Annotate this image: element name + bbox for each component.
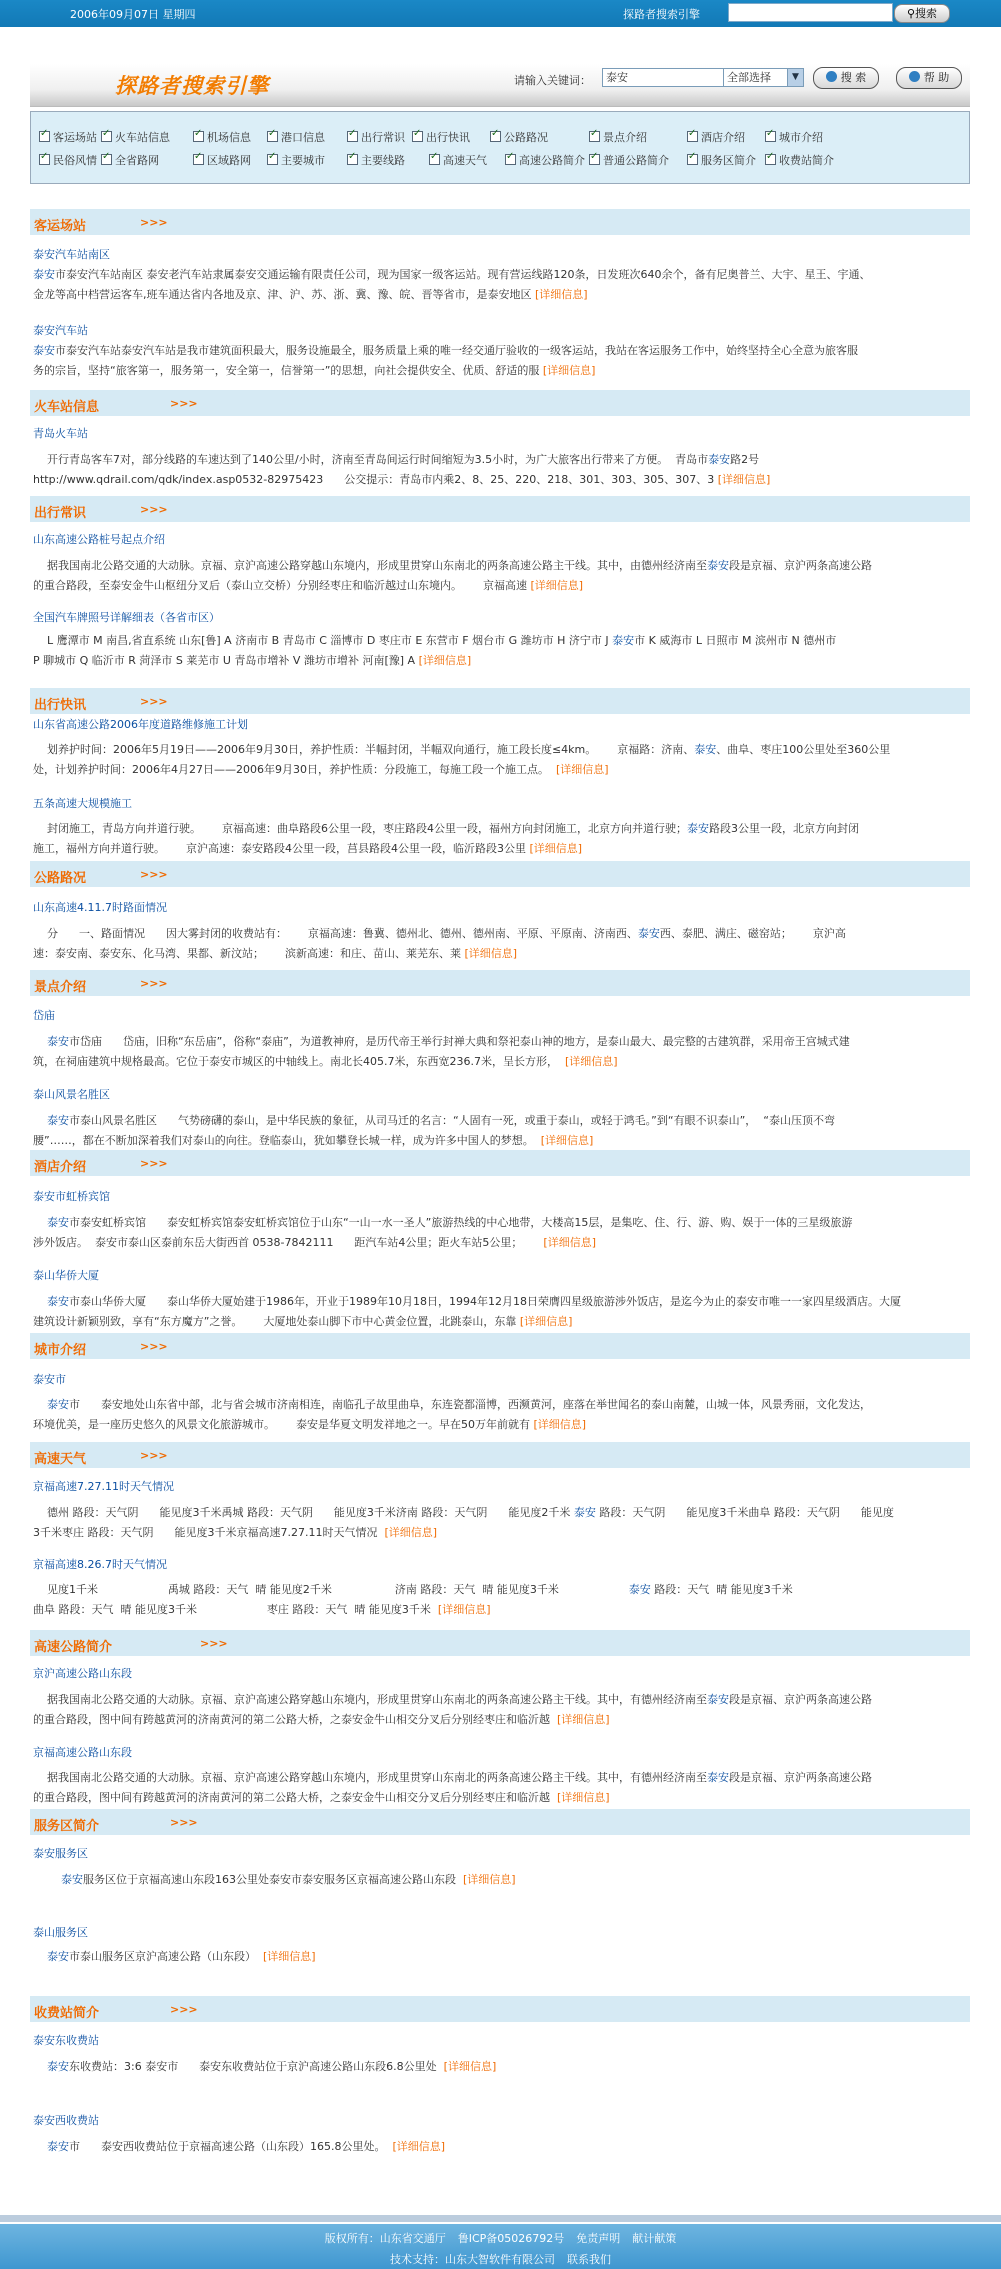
- snippet-text: 分 一、路面情况 因大雾封闭的收费站有： 京福高速：鲁冀、德州北、德州、德州南、平原、平原南、济南西、: [33, 927, 638, 940]
- site-logo: 探路者搜索引擎: [115, 73, 269, 98]
- snippet-text: 处，计划养护时间：2006年4月27日——2006年9月30日，养护性质：分段施工，每施工段一个施工点。: [33, 763, 556, 776]
- snippet-text: 涉外饭店。 泰安市泰山区泰前东岳大街西首 0538-7842111 距汽车站4公里；距火车站5公里；: [33, 1236, 544, 1249]
- detail-link[interactable]: [详细信息]: [384, 1526, 438, 1539]
- category-label: 机场信息: [207, 131, 251, 144]
- section-header: [30, 209, 970, 235]
- section-header: [30, 1333, 970, 1359]
- checkbox-checked-icon[interactable]: [505, 154, 516, 165]
- category-label: 高速公路简介: [519, 154, 585, 167]
- result-snippet-line: [33, 740, 963, 759]
- result-title-link[interactable]: 山东高速4.11.7时路面情况: [33, 901, 167, 914]
- keyword-highlight: 泰安: [33, 1873, 83, 1886]
- brand-name: 探路者搜索引擎: [623, 8, 700, 21]
- result-snippet-line: [33, 2137, 963, 2156]
- snippet-text: 的重合路段，图中间有跨越黄河的济南黄河的第二公路大桥，之泰安金牛山相交分叉后分别经枣庄和临沂越: [33, 1713, 557, 1726]
- section-arrows[interactable]: >>>: [140, 1449, 168, 1462]
- section-title: 服务区简介: [34, 1819, 100, 1834]
- section-title: 出行快讯: [34, 698, 87, 713]
- detail-link[interactable]: [详细信息]: [535, 288, 588, 301]
- result-snippet-line: [33, 1213, 963, 1232]
- checkbox-checked-icon[interactable]: [687, 131, 698, 142]
- snippet-text: 金龙等高中档营运客车,班车通达省内各地及京、津、沪、苏、浙、冀、豫、皖、晋等省市，是泰安地区: [33, 288, 535, 301]
- checkbox-checked-icon[interactable]: [267, 154, 278, 165]
- detail-link[interactable]: [详细信息]: [418, 654, 472, 667]
- snippet-text: 市泰安虹桥宾馆 泰安虹桥宾馆泰安虹桥宾馆位于山东“一山一水一圣人”旅游热线的中心地带，大楼高15层，是集吃、住、行、游、购、娱于一体的三星级旅游: [69, 1216, 853, 1229]
- result-title-link[interactable]: 泰安汽车站南区: [33, 248, 110, 261]
- result-snippet-line: [33, 576, 963, 595]
- snippet-text: 封闭施工，青岛方向并道行驶。 京福高速：曲阜路段6公里一段，枣庄路段4公里一段，福州方向封闭施工，北京方向并道行驶；: [33, 822, 687, 835]
- category-label: 高速天气: [443, 154, 487, 167]
- copyright-text: 版权所有：山东省交通厅: [324, 2232, 446, 2245]
- detail-link[interactable]: [详细信息]: [543, 1236, 596, 1249]
- snippet-text: 腰”……，都在不断加深着我们对泰山的向往。登临泰山，犹如攀登长城一样，成为许多中国人的梦想。: [33, 1134, 541, 1147]
- category-checkbox-10[interactable]: [765, 129, 823, 145]
- snippet-text: 划养护时间：2006年5月19日——2006年9月30日，养护性质：半幅封闭，半幅双向通行，施工段长度≤4km。 京福路：济南、: [33, 743, 695, 756]
- keyword-highlight: 泰安: [706, 559, 729, 572]
- result-title-link[interactable]: 京福高速7.27.11时天气情况: [33, 1480, 174, 1493]
- category-label: 火车站信息: [115, 131, 170, 144]
- section-header: [30, 1150, 970, 1176]
- snippet-text: 务的宗旨，坚持“旅客第一，服务第一，安全第一，信誉第一”的思想，向社会提供安全、优质、舒适的服: [33, 364, 543, 377]
- keyword-highlight: 泰安: [706, 1693, 729, 1706]
- detail-link[interactable]: [详细信息]: [533, 1418, 587, 1431]
- result-snippet-line: [33, 285, 963, 304]
- checkbox-checked-icon[interactable]: [589, 154, 600, 165]
- snippet-text: 环境优美，是一座历史悠久的风景文化旅游城市。 泰安是华夏文明发祥地之一。早在50万年前就有: [33, 1418, 534, 1431]
- snippet-text: 德州 路段：天气阴 能见度3千米禹城 路段：天气阴 能见度3千米济南 路段：天气阴 能见度2千米: [33, 1506, 574, 1519]
- result-snippet-line: [33, 1788, 963, 1807]
- search-button-label: 搜 索: [840, 71, 867, 84]
- category-label: 公路路况: [504, 131, 548, 144]
- section-title: 公路路况: [34, 871, 87, 886]
- result-title-link[interactable]: 五条高速大规模施工: [33, 797, 132, 810]
- snippet-text: 速：泰安南、泰安东、化马湾、果都、新汶站； 滨新高速：和庄、苗山、莱芜东、莱: [33, 947, 465, 960]
- scope-select-value: 全部选择: [727, 71, 771, 84]
- result-snippet-line: [33, 839, 963, 858]
- result-snippet-line: [33, 1523, 963, 1542]
- footer: [0, 2224, 1001, 2269]
- snippet-text: 3千米枣庄 路段：天气阴 能见度3千米京福高速7.27.11时天气情况: [33, 1526, 385, 1539]
- result-title-link[interactable]: 泰安市: [33, 1373, 66, 1386]
- section-header: [30, 1809, 970, 1835]
- result-title-link[interactable]: 青岛火车站: [33, 427, 88, 440]
- category-label: 港口信息: [281, 131, 325, 144]
- contact-link[interactable]: 联系我们: [567, 2253, 611, 2266]
- section-title: 景点介绍: [34, 980, 87, 995]
- result-title-link[interactable]: 山东省高速公路2006年度道路维修施工计划: [33, 718, 248, 731]
- disclaimer-link[interactable]: 免责声明: [576, 2232, 621, 2245]
- result-snippet-line: [33, 1052, 963, 1071]
- checkbox-checked-icon[interactable]: [589, 131, 600, 142]
- section-header: [30, 390, 970, 416]
- result-snippet-line: [33, 1032, 963, 1051]
- section-arrows[interactable]: >>>: [170, 2003, 198, 2016]
- category-checkbox-3[interactable]: [193, 129, 251, 145]
- result-snippet-line: [33, 1768, 963, 1787]
- category-checkbox-4[interactable]: [267, 129, 325, 145]
- keyword-highlight: 泰安: [33, 1398, 69, 1411]
- keyword-highlight: 泰安: [694, 743, 717, 756]
- detail-link[interactable]: [详细信息]: [263, 1950, 316, 1963]
- section-arrows[interactable]: >>>: [140, 1157, 168, 1170]
- result-snippet-line: [33, 1131, 963, 1150]
- result-title-link[interactable]: 泰安市虹桥宾馆: [33, 1190, 110, 1203]
- snippet-text: 市泰山华侨大厦 泰山华侨大厦始建于1986年，开业于1989年10月18日，1994年12月18日荣膺四星级旅游涉外饭店，是迄今为止的泰安市唯一一家四星级酒店。大厦: [69, 1295, 901, 1308]
- result-title-link[interactable]: 山东高速公路桩号起点介绍: [33, 533, 165, 546]
- result-snippet-line: [33, 1292, 963, 1311]
- category-label: 出行常识: [361, 131, 405, 144]
- detail-link[interactable]: [详细信息]: [392, 2140, 446, 2153]
- category-checkbox-6[interactable]: [412, 129, 470, 145]
- result-title-link[interactable]: 岱庙: [33, 1009, 55, 1022]
- category-label: 城市介绍: [779, 131, 823, 144]
- snippet-text: 路段：天气 晴 能见度3千米: [650, 1583, 793, 1596]
- snippet-text: 市泰安汽车站泰安汽车站是我市建筑面积最大，服务设施最全，服务质量上乘的唯一经交通厅验收的一级客运站，我站在客运服务工作中，始终坚持全心全意为旅客服: [55, 344, 858, 357]
- snippet-text: 路段：天气阴 能见度3千米曲阜 路段：天气阴 能见度: [595, 1506, 894, 1519]
- snippet-text: 市岱庙 岱庙，旧称“东岳庙”，俗称“泰庙”，为道教神府，是历代帝王举行封禅大典和祭祀泰山神的地方，是泰山最大、最完整的古建筑群，采用帝王宫城式建: [69, 1035, 850, 1048]
- section-header: [30, 1442, 970, 1468]
- category-checkbox-11[interactable]: [39, 152, 97, 168]
- snippet-text: 市 K 威海市 L 日照市 M 滨州市 N 德州市: [634, 634, 837, 647]
- section-arrows[interactable]: >>>: [170, 1816, 198, 1829]
- result-snippet-line: [33, 924, 963, 943]
- checkbox-checked-icon[interactable]: [687, 154, 698, 165]
- result-title-link[interactable]: 泰安汽车站: [33, 324, 88, 337]
- snippet-text: 西、泰肥、满庄、磁窑站； 京沪高: [659, 927, 846, 940]
- section-arrows[interactable]: >>>: [140, 503, 168, 516]
- footer-divider: [0, 2215, 1001, 2222]
- section-header: [30, 1630, 970, 1656]
- result-snippet-line: [33, 341, 963, 360]
- footer-line-1: [0, 2230, 1001, 2246]
- search-icon: ⚲: [906, 7, 916, 20]
- keyword-highlight: 泰安: [33, 1950, 69, 1963]
- top-bar: [0, 0, 1001, 27]
- result-snippet-line: [33, 1947, 963, 1966]
- keyword-highlight: 泰安: [33, 2140, 69, 2153]
- section-arrows[interactable]: >>>: [140, 977, 168, 990]
- snippet-text: 施工，福州方向并道行驶。 京沪高速：泰安路段4公里一段，莒县路段4公里一段，临沂路段3公里: [33, 842, 530, 855]
- result-title-link[interactable]: 泰山华侨大厦: [33, 1269, 99, 1282]
- result-title-link[interactable]: 京沪高速公路山东段: [33, 1667, 132, 1680]
- snippet-text: P 聊城市 Q 临沂市 R 菏泽市 S 莱芜市 U 青岛市增补 V 潍坊市增补 河南[豫] A: [33, 654, 419, 667]
- category-checkbox-20[interactable]: [765, 152, 834, 168]
- keyword-highlight: 泰安: [33, 1216, 69, 1229]
- result-snippet-line: [33, 944, 963, 963]
- checkbox-checked-icon[interactable]: [412, 131, 423, 142]
- category-label: 主要线路: [361, 154, 405, 167]
- keyword-highlight: 泰安: [33, 1035, 69, 1048]
- section-header: [30, 688, 970, 714]
- checkbox-checked-icon[interactable]: [101, 154, 112, 165]
- footer-line-2: [0, 2251, 1001, 2267]
- result-title-link[interactable]: 京福高速8.26.7时天气情况: [33, 1558, 167, 1571]
- result-snippet-line: [33, 1415, 963, 1434]
- snippet-text: 市 泰安西收费站位于京福高速公路（山东段）165.8公里处。: [69, 2140, 393, 2153]
- detail-link[interactable]: [详细信息]: [555, 763, 609, 776]
- result-title-link[interactable]: 泰山风景名胜区: [33, 1088, 110, 1101]
- category-label: 普通公路简介: [603, 154, 669, 167]
- category-label: 主要城市: [281, 154, 325, 167]
- keyword-highlight: 泰安: [33, 1114, 69, 1127]
- section-title: 城市介绍: [34, 1343, 87, 1358]
- section-arrows[interactable]: >>>: [140, 216, 168, 229]
- category-checkbox-2[interactable]: [101, 129, 170, 145]
- snippet-text: 建筑设计新颖别致，享有“东方魔方”之誉。 大厦地处泰山脚下市中心黄金位置，北跳泰山，东靠: [33, 1315, 520, 1328]
- category-label: 出行快讯: [426, 131, 470, 144]
- snippet-text: 开行青岛客车7对，部分线路的车速达到了140公里/小时，济南至青岛间运行时间缩短为3.5小时，为广大旅客出行带来了方便。 青岛市: [33, 453, 709, 466]
- result-title-link[interactable]: 泰安东收费站: [33, 2034, 99, 2047]
- result-snippet-line: [33, 1580, 963, 1599]
- snippet-text: 据我国南北公路交通的大动脉。京福、京沪高速公路穿越山东境内，形成里贯穿山东南北的两条高速公路主干线。其中，有德州经济南至: [33, 1771, 707, 1784]
- category-checkbox-9[interactable]: [687, 129, 745, 145]
- result-snippet-line: [33, 651, 963, 670]
- detail-link[interactable]: [详细信息]: [557, 1791, 610, 1804]
- section-title: 高速公路简介: [34, 1640, 113, 1655]
- result-title-link[interactable]: 全国汽车牌照号详解细表（各省市区）: [33, 611, 220, 624]
- help-button-label: 帮 助: [923, 71, 950, 84]
- keyword-highlight: 泰安: [612, 634, 635, 647]
- checkbox-checked-icon[interactable]: [347, 154, 358, 165]
- category-label: 全省路网: [115, 154, 159, 167]
- checkbox-checked-icon[interactable]: [193, 131, 204, 142]
- keyword-label: 请输入关键词：: [514, 74, 591, 87]
- section-arrows[interactable]: >>>: [140, 695, 168, 708]
- keyword-highlight: 泰安: [686, 822, 709, 835]
- snippet-text: 、曲阜、枣庄100公里处至360公里: [716, 743, 891, 756]
- result-snippet-line: [33, 1870, 963, 1889]
- chevron-down-icon[interactable]: ▼: [787, 69, 803, 86]
- snippet-text: 市泰山服务区京沪高速公路（山东段）: [69, 1950, 263, 1963]
- checkbox-checked-icon[interactable]: [765, 131, 776, 142]
- snippet-text: 市泰山风景名胜区 气势磅礴的泰山，是中华民族的象征，从司马迁的名言：“人固有一死，或重于泰山，或轻于鸿毛。”到“有眼不识泰山”， “泰山压顶不弯: [69, 1114, 835, 1127]
- snippet-text: 服务区位于京福高速山东段163公里处泰安市泰安服务区京福高速公路山东段: [82, 1873, 463, 1886]
- result-snippet-line: [33, 1312, 963, 1331]
- category-label: 服务区简介: [701, 154, 756, 167]
- checkbox-checked-icon[interactable]: [347, 131, 358, 142]
- section-arrows[interactable]: >>>: [140, 1340, 168, 1353]
- result-title-link[interactable]: 泰山服务区: [33, 1926, 88, 1939]
- section-arrows[interactable]: >>>: [140, 868, 168, 881]
- keyword-input[interactable]: 泰安: [602, 68, 724, 87]
- section-title: 火车站信息: [34, 400, 100, 415]
- detail-link[interactable]: [详细信息]: [464, 947, 518, 960]
- checkbox-checked-icon[interactable]: [39, 131, 50, 142]
- section-title: 客运场站: [34, 219, 87, 234]
- category-checkbox-14[interactable]: [267, 152, 325, 168]
- category-label: 民俗风情: [53, 154, 97, 167]
- keyword-highlight: 泰安: [33, 268, 55, 281]
- checkbox-checked-icon[interactable]: [490, 131, 501, 142]
- detail-link[interactable]: [详细信息]: [530, 579, 584, 592]
- snippet-text: 据我国南北公路交通的大动脉。京福、京沪高速公路穿越山东境内，形成里贯穿山东南北的两条高速公路主干线。其中，有德州经济南至: [33, 1693, 707, 1706]
- keyword-highlight: 泰安: [706, 1771, 729, 1784]
- category-checkbox-12[interactable]: [101, 152, 159, 168]
- snippet-text: L 鹰潭市 M 南昌,省直系统 山东[鲁] A 济南市 B 青岛市 C 淄博市 D 枣庄市 E 东营市 F 烟台市 G 潍坊市 H 济宁市 J: [33, 634, 613, 647]
- section-arrows[interactable]: >>>: [200, 1637, 228, 1650]
- category-checkbox-13[interactable]: [193, 152, 251, 168]
- icp-link[interactable]: 鲁ICP备05026792号: [457, 2232, 565, 2245]
- category-label: 区域路网: [207, 154, 251, 167]
- top-search-label: 搜索: [915, 7, 938, 20]
- detail-link[interactable]: [详细信息]: [540, 1134, 594, 1147]
- keyword-highlight: 泰安: [33, 344, 55, 357]
- result-snippet-line: [33, 470, 963, 489]
- top-search-button[interactable]: [894, 4, 950, 23]
- result-snippet-line: [33, 1710, 963, 1729]
- result-title-link[interactable]: 泰安西收费站: [33, 2114, 99, 2127]
- category-checkbox-15[interactable]: [347, 152, 405, 168]
- result-snippet-line: [33, 819, 963, 838]
- scope-select[interactable]: [723, 68, 804, 87]
- section-header: [30, 970, 970, 996]
- result-snippet-line: [33, 1233, 963, 1252]
- result-snippet-line: [33, 450, 963, 469]
- result-snippet-line: [33, 1600, 963, 1619]
- category-checkbox-7[interactable]: [490, 129, 548, 145]
- snippet-text: 曲阜 路段：天气 晴 能见度3千米 枣庄 路段：天气 晴 能见度3千米: [33, 1603, 438, 1616]
- section-header: [30, 496, 970, 522]
- category-checkbox-18[interactable]: [589, 152, 669, 168]
- category-checkbox-19[interactable]: [687, 152, 756, 168]
- detail-link[interactable]: [详细信息]: [529, 842, 583, 855]
- detail-link[interactable]: [详细信息]: [557, 1713, 610, 1726]
- snippet-text: 段是京福、京沪两条高速公路: [728, 1693, 872, 1706]
- category-checkbox-1[interactable]: [39, 129, 97, 145]
- checkbox-checked-icon[interactable]: [101, 131, 112, 142]
- top-search-input[interactable]: [728, 3, 893, 22]
- detail-link[interactable]: [详细信息]: [717, 473, 771, 486]
- keyword-highlight: 泰安: [708, 453, 731, 466]
- category-filter-box: [30, 111, 970, 184]
- keyword-highlight: 泰安: [33, 2060, 69, 2073]
- category-label: 景点介绍: [603, 131, 647, 144]
- category-checkbox-8[interactable]: [589, 129, 647, 145]
- result-snippet-line: [33, 1503, 963, 1522]
- search-icon: [826, 71, 837, 82]
- result-snippet-line: [33, 631, 963, 650]
- keyword-highlight: 泰安: [573, 1506, 596, 1519]
- snippet-text: 市 泰安地处山东省中部，北与省会城市济南相连，南临孔子故里曲阜，东连瓷都淄博，西濒黄河，座落在举世闻名的泰山南麓，山城一体，风景秀丽，文化发达，: [69, 1398, 871, 1411]
- help-icon: [909, 71, 920, 82]
- section-title: 酒店介绍: [34, 1160, 87, 1175]
- result-snippet-line: [33, 760, 963, 779]
- result-snippet-line: [33, 2057, 963, 2076]
- snippet-text: 的重合路段，至泰安金牛山枢纽分叉后（泰山立交桥）分别经枣庄和临沂越过山东境内。 京福高速: [33, 579, 531, 592]
- category-checkbox-5[interactable]: [347, 129, 405, 145]
- section-header: [30, 861, 970, 887]
- detail-link[interactable]: [详细信息]: [564, 1055, 618, 1068]
- section-header: [30, 1996, 970, 2022]
- detail-link[interactable]: [详细信息]: [519, 1315, 573, 1328]
- checkbox-checked-icon[interactable]: [429, 154, 440, 165]
- snippet-text: 市泰安汽车站南区 泰安老汽车站隶属泰安交通运输有限责任公司，现为国家一级客运站。现有营运线路120条，日发班次640余个，备有尼奥普兰、大宇、星王、宇通、: [55, 268, 871, 281]
- detail-link[interactable]: [详细信息]: [462, 1873, 516, 1886]
- category-label: 酒店介绍: [701, 131, 745, 144]
- current-date: 2006年09月07日 星期四: [70, 8, 196, 21]
- suggestion-link[interactable]: 献计献策: [632, 2232, 677, 2245]
- snippet-text: 据我国南北公路交通的大动脉。京福、京沪高速公路穿越山东境内，形成里贯穿山东南北的两条高速公路主干线。其中，由德州经济南至: [33, 559, 707, 572]
- category-checkbox-16[interactable]: [429, 152, 487, 168]
- keyword-highlight: 泰安: [33, 1295, 69, 1308]
- checkbox-checked-icon[interactable]: [267, 131, 278, 142]
- checkbox-checked-icon[interactable]: [765, 154, 776, 165]
- snippet-text: 东收费站：3:6 泰安市 泰安东收费站位于京沪高速公路山东段6.8公里处: [69, 2060, 444, 2073]
- help-button[interactable]: [896, 67, 962, 89]
- checkbox-checked-icon[interactable]: [193, 154, 204, 165]
- search-button[interactable]: [813, 67, 879, 89]
- snippet-text: 见度1千米 禹城 路段：天气 晴 能见度2千米 济南 路段：天气 晴 能见度3千米: [33, 1583, 629, 1596]
- checkbox-checked-icon[interactable]: [39, 154, 50, 165]
- snippet-text: 路2号: [730, 453, 760, 466]
- result-snippet-line: [33, 1690, 963, 1709]
- result-snippet-line: [33, 265, 963, 284]
- category-label: 收费站简介: [779, 154, 834, 167]
- result-title-link[interactable]: 京福高速公路山东段: [33, 1746, 132, 1759]
- snippet-text: 段是京福、京沪两条高速公路: [728, 1771, 872, 1784]
- keyword-highlight: 泰安: [628, 1583, 651, 1596]
- snippet-text: 筑，在祠庙建筑中规格最高。它位于泰安市城区的中轴线上。南北长405.7米，东西宽236.7米，呈长方形，: [33, 1055, 565, 1068]
- detail-link[interactable]: [详细信息]: [443, 2060, 497, 2073]
- result-title-link[interactable]: 泰安服务区: [33, 1847, 88, 1860]
- search-header: [30, 64, 970, 107]
- category-label: 客运场站: [53, 131, 97, 144]
- section-title: 高速天气: [34, 1452, 87, 1467]
- keyword-highlight: 泰安: [637, 927, 660, 940]
- section-arrows[interactable]: >>>: [170, 397, 198, 410]
- category-checkbox-17[interactable]: [505, 152, 585, 168]
- result-snippet-line: [33, 361, 963, 380]
- detail-link[interactable]: [详细信息]: [542, 364, 596, 377]
- section-title: 出行常识: [34, 506, 87, 521]
- snippet-text: http://www.qdrail.com/qdk/index.asp0532-82975423 公交提示：青岛市内乘2、8、25、220、218、301、303、305、307、3: [33, 473, 718, 486]
- result-snippet-line: [33, 1395, 963, 1414]
- snippet-text: 段是京福、京沪两条高速公路: [728, 559, 872, 572]
- detail-link[interactable]: [详细信息]: [437, 1603, 491, 1616]
- snippet-text: 的重合路段，图中间有跨越黄河的济南黄河的第二公路大桥，之泰安金牛山相交分叉后分别经枣庄和临沂越: [33, 1791, 557, 1804]
- result-snippet-line: [33, 556, 963, 575]
- section-title: 收费站简介: [34, 2006, 100, 2021]
- tech-support-text: 技术支持：山东大智软件有限公司: [390, 2253, 555, 2266]
- result-snippet-line: [33, 1111, 963, 1130]
- snippet-text: 路段3公里一段，北京方向封闭: [708, 822, 859, 835]
